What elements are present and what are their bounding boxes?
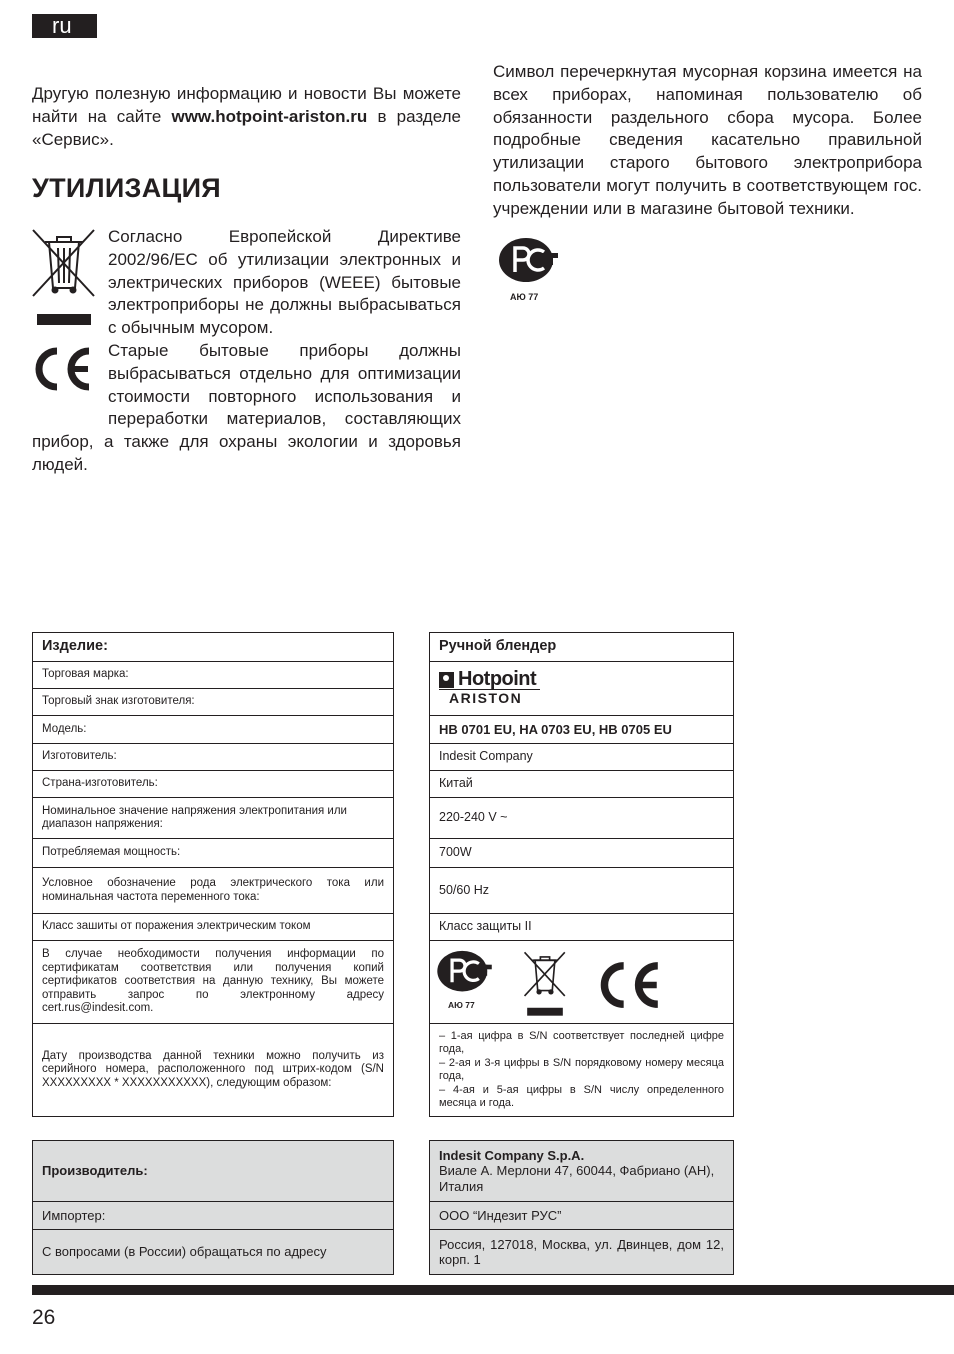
brand-name-bottom: ARISTON [439, 689, 540, 706]
label-current-type: Условное обозначение рода электрического тока или номинальная частота переменного тока: [33, 868, 394, 914]
ce-small-icon [597, 959, 661, 1011]
ce-mark-icon [32, 345, 92, 393]
label-producer: Производитель: [33, 1141, 394, 1202]
pct-mark-icon [435, 949, 495, 997]
label-manufacturer-mark: Торговый знак изготовителя: [33, 689, 394, 716]
value-importer: ООО “Индезит РУС” [430, 1202, 734, 1230]
intro-text-before: Другую полезную информацию и новости Вы можете найти на сайте [32, 84, 461, 126]
value-russia-address: Россия, 127018, Москва, ул. Двинцев, дом 12, корп. 1 [430, 1230, 734, 1275]
sn-line-2: – 2-ая и 3-я цифры в S/N порядковому номеру месяца года, [439, 1056, 724, 1082]
footer-bar [32, 1285, 954, 1295]
crossed-bin-icon [31, 228, 97, 328]
language-badge: ru [32, 14, 97, 38]
manufacturer-values-table [429, 1140, 734, 1275]
brand-name-top: Hotpoint [458, 667, 537, 690]
intro-paragraph [32, 83, 461, 151]
brand-logo [430, 662, 734, 716]
product-header: Изделие: [33, 633, 394, 662]
label-contact-address: С вопросами (в России) обращаться по адресу [33, 1230, 394, 1275]
sn-line-1: – 1-ая цифра в S/N соответствует последней цифре года, [439, 1029, 724, 1055]
label-voltage: Номинальное значение напряжения электропитания или диапазон напряжения: [33, 798, 394, 839]
page-number: 26 [32, 1306, 56, 1329]
product-spec-values-table [429, 632, 734, 1117]
serial-number-explanation [430, 1024, 734, 1117]
value-frequency: 50/60 Hz [430, 868, 734, 914]
value-country: Китай [430, 771, 734, 798]
value-manufacturer: Indesit Company [430, 744, 734, 771]
disposal-paragraph-1: Согласно Европейской Директиве 2002/96/EC об утилизации электронных и электрических приборов (WEEE) бытовые электроприборы не должны выбрасываться с обычным мусором. [108, 227, 461, 338]
producer-address: Виале А. Мерлони 47, 60044, Фабриано (АН), Италия [439, 1163, 715, 1194]
label-manufacturer: Изготовитель: [33, 744, 394, 771]
hotpoint-logo-icon [439, 672, 454, 688]
product-spec-labels-table [32, 632, 394, 1117]
certification-marks [430, 941, 734, 1024]
label-production-date: Дату производства данной техники можно получить из серийного номера, расположенного под штрих-кодом (S/N XXXXXXXXX * XXXXXXXXXXX), следующим образом: [33, 1024, 394, 1117]
label-protection-class: Класс зашиты от поражения электрическим током [33, 914, 394, 941]
manufacturer-labels-table [32, 1140, 394, 1275]
producer-company: Indesit Company S.p.A. [439, 1147, 585, 1163]
website-link[interactable]: www.hotpoint-ariston.ru [171, 106, 368, 126]
product-type-header: Ручной блендер [430, 633, 734, 662]
label-country: Страна-изготовитель: [33, 771, 394, 798]
pct-code-label: АЮ 77 [510, 292, 539, 302]
disposal-paragraph-2: Старые бытовые приборы должны выбрасываться отдельно для оптимизации стоимости повторного использования и переработки материалов, составляющих прибор, а также для охраны экологии и здоровья людей. [32, 340, 461, 474]
value-power: 700W [430, 839, 734, 868]
value-protection-class: Класс защиты II [430, 914, 734, 941]
intro-text-after: в разделе «Сервис». [32, 106, 461, 149]
section-heading: УТИЛИЗАЦИЯ [32, 173, 221, 203]
label-importer: Импортер: [33, 1202, 394, 1230]
label-model: Модель: [33, 716, 394, 744]
sn-line-3: – 4-ая и 5-ая цифры в S/N числу определенного месяца и года. [439, 1083, 724, 1109]
label-trademark: Торговая марка: [33, 662, 394, 689]
cert-code-label: АЮ 77 [448, 1000, 475, 1010]
producer-info [430, 1141, 734, 1202]
label-power: Потребляемая мощность: [33, 839, 394, 868]
bin-symbol-paragraph: Символ перечеркнутая мусорная корзина имеется на всех приборах, напоминая пользователю об обязанности раздельного сбора мусора. Более подробные сведения касательно правильной утилизации старого бытового электроприбора пользователи могут получить в соответствующем гос. учреждении или в магазине бытовой техники. [493, 62, 922, 218]
value-model: HB 0701 EU, HA 0703 EU, HB 0705 EU [430, 716, 734, 744]
pct-certification-icon [498, 236, 560, 288]
bin-mark-icon [522, 951, 568, 1017]
label-certificates: В случае необходимости получения информации по сертификатам соответствия или получения копий сертификатов соответствия на данную технику, Вы можете отправить запрос по электронному адресу cert.rus@indesit.com. [33, 941, 394, 1024]
value-voltage: 220-240 V ~ [430, 798, 734, 839]
